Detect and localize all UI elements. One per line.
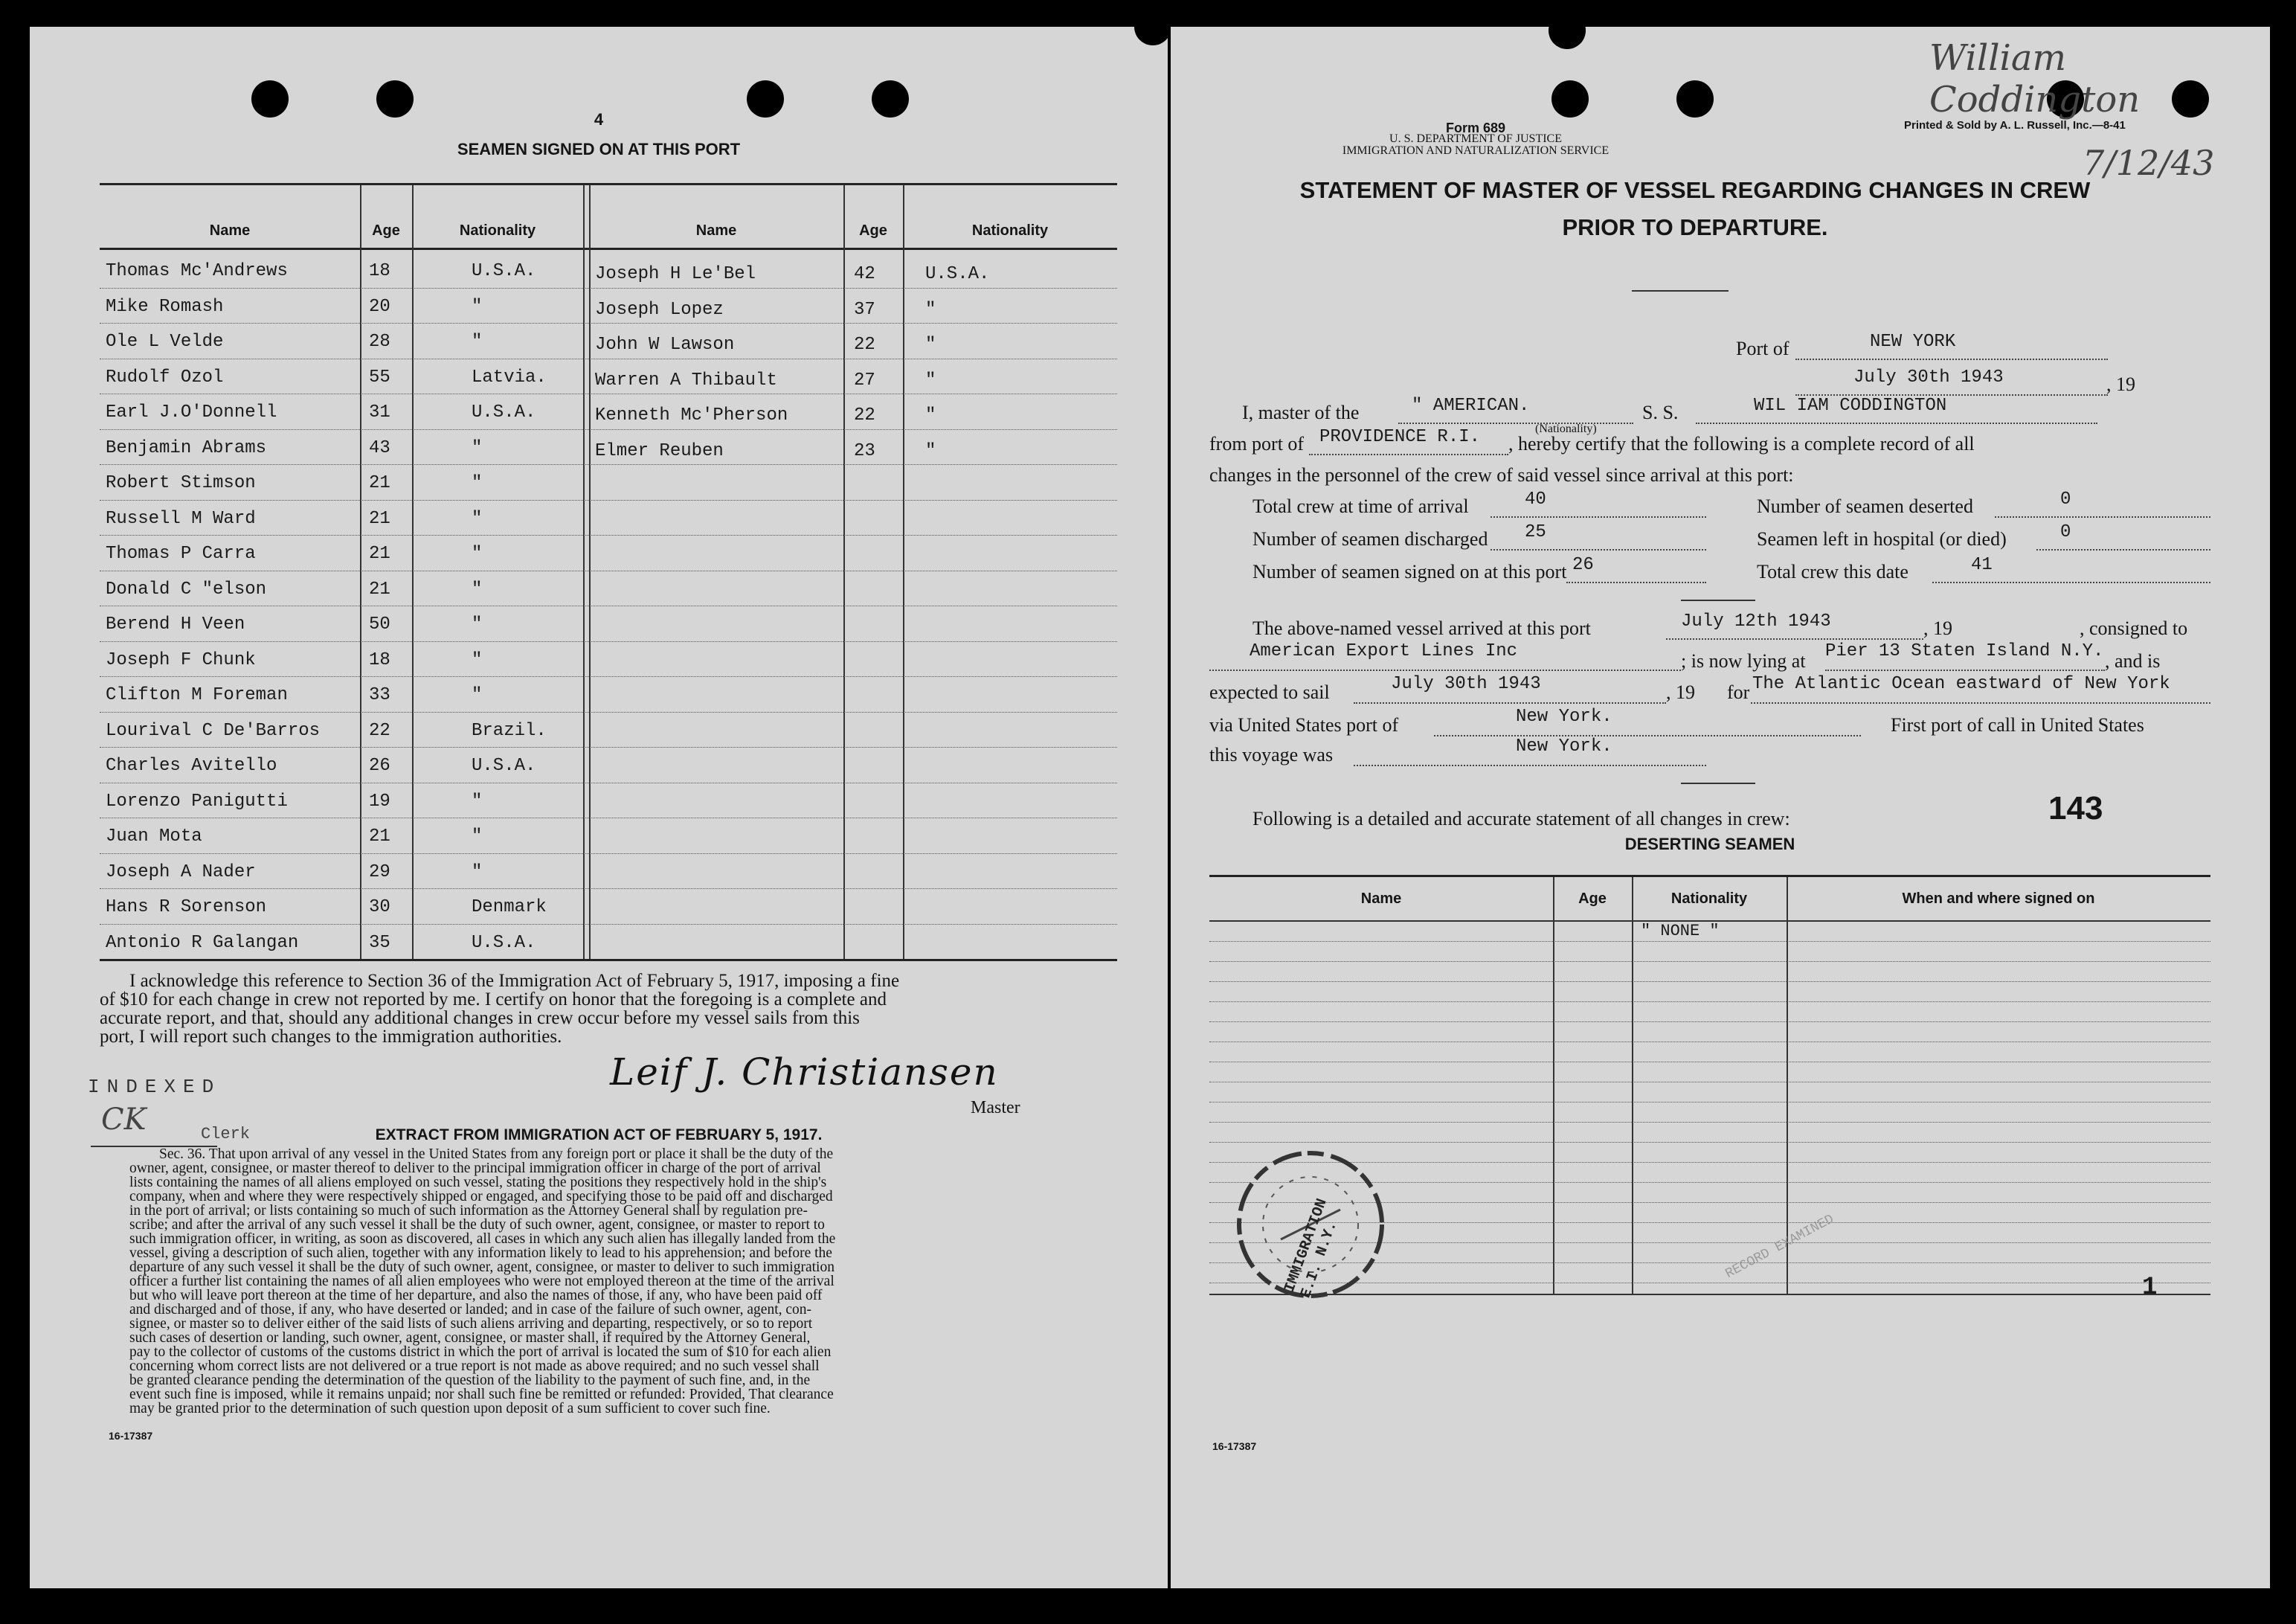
- punch-hole: [1549, 27, 1586, 49]
- crew-name: Juan Mota: [106, 827, 202, 847]
- title-rule: [1632, 290, 1729, 292]
- first-port-label: First port of call in United States: [1891, 714, 2144, 736]
- crew-nationality: ": [472, 544, 483, 564]
- ack-line: I acknowledge this reference to Section 36 of the Immigration Act of February 5, 1917, imposing a fine: [129, 971, 900, 991]
- row-rule: [1209, 941, 2210, 942]
- master-signature: Leif J. Christiansen: [610, 1050, 999, 1094]
- year-suffix: , 19: [2106, 373, 2135, 395]
- date-value: July 30th 1943: [1853, 368, 2004, 388]
- crew-age: 35: [369, 932, 390, 953]
- row-rule: [100, 464, 1117, 465]
- crew-nationality: ": [472, 437, 483, 458]
- crew-age: 37: [854, 299, 875, 320]
- extract-line: owner, agent, consignee, or master thereof to deliver to the principal immigration officer in charge of the port of arrival: [129, 1161, 821, 1176]
- total-crew-arrival-label: Total crew at time of arrival: [1252, 495, 1469, 517]
- row-rule: [1209, 961, 2210, 962]
- crew-name: Benjamin Abrams: [106, 437, 267, 458]
- from-port-label: from port of: [1209, 433, 1305, 455]
- crew-name: Hans R Sorenson: [106, 897, 267, 917]
- col-header-nationality: Nationality: [459, 222, 536, 239]
- ack-line: port, I will report such changes to the immigration authorities.: [100, 1027, 562, 1047]
- deserted-label: Number of seamen deserted: [1757, 495, 1973, 517]
- row-rule: [1209, 1001, 2210, 1002]
- row-rule: [100, 429, 1117, 430]
- crew-age: 29: [369, 861, 390, 882]
- total-crew-arrival: 40: [1525, 490, 1546, 510]
- row-rule: [100, 888, 1117, 889]
- crew-age: 21: [369, 544, 390, 564]
- punch-hole: [1551, 80, 1589, 118]
- total-crew-date: 41: [1971, 555, 1993, 575]
- crew-age: 28: [369, 332, 390, 352]
- form-title: STATEMENT OF MASTER OF VESSEL REGARDING CHANGES IN CREW: [1299, 177, 2091, 203]
- crew-name: Rudolf Ozol: [106, 367, 224, 388]
- extract-line: scribe; and after the arrival of any such vessel it shall be the duty of such owner, agent, consignee, or master to report to: [129, 1217, 825, 1233]
- clerk-label: Clerk: [201, 1125, 251, 1143]
- deserted-field: [1995, 494, 2210, 518]
- footer-code: 16-17387: [109, 1430, 153, 1442]
- crew-nationality: U.S.A.: [472, 932, 536, 953]
- via-field: [1434, 711, 1861, 736]
- crew-name: Joseph A Nader: [106, 861, 256, 882]
- crew-age: 31: [369, 402, 390, 423]
- row-rule: [100, 712, 1117, 713]
- following-text: Following is a detailed and accurate statement of all changes in crew:: [1252, 808, 1790, 829]
- form-title-line2: PRIOR TO DEPARTURE.: [1562, 214, 1828, 240]
- row-rule: [1209, 1122, 2210, 1123]
- crew-name: Thomas P Carra: [106, 544, 256, 564]
- master-label: Master: [971, 1098, 1020, 1117]
- port-label: Port of: [1736, 338, 1789, 359]
- crew-name: Donald C "elson: [106, 579, 267, 600]
- punch-hole: [1134, 27, 1168, 45]
- crew-name: Joseph F Chunk: [106, 649, 256, 670]
- from-port-value: PROVIDENCE R.I.: [1319, 427, 1481, 447]
- crew-age: 23: [854, 440, 875, 461]
- handwritten-name: William Coddington: [1929, 37, 2141, 121]
- crew-age: 55: [369, 367, 390, 388]
- voyage-rule: [1681, 783, 1755, 784]
- indexed-stamp: INDEXED: [88, 1076, 222, 1098]
- destination-value: The Atlantic Ocean eastward of New York: [1752, 674, 2170, 694]
- mark-one: 1: [2142, 1274, 2158, 1302]
- crew-nationality: ": [472, 332, 483, 352]
- extract-line: officer a further list containing the names of all alien employees who were not employed thereon at the time of the arrival: [129, 1274, 835, 1289]
- crew-nationality: ": [472, 861, 483, 882]
- crew-age: 19: [369, 791, 390, 812]
- via-value: New York.: [1516, 707, 1612, 727]
- crew-nationality: ": [472, 791, 483, 812]
- row-rule: [1209, 1021, 2210, 1022]
- crew-nationality: ": [472, 614, 483, 635]
- extract-line: signee, or master so to deliver either of the said lists of such aliens arriving and departing, respectively, or so to report: [129, 1316, 813, 1332]
- handwritten-date: 7/12/43: [2083, 143, 2215, 183]
- crew-nationality: U.S.A.: [472, 261, 536, 281]
- crew-nationality: U.S.A.: [472, 402, 536, 423]
- page-mark: 143: [2048, 790, 2103, 827]
- crew-nationality: Latvia.: [472, 367, 547, 388]
- crew-nationality: ": [472, 296, 483, 317]
- col-header-nationality: Nationality: [971, 222, 1049, 239]
- crew-age: 22: [854, 335, 875, 355]
- via-label: via United States port of: [1209, 714, 1399, 736]
- crew-name: Thomas Mc'Andrews: [106, 261, 288, 281]
- crew-nationality: ": [472, 508, 483, 529]
- extract-line: such cases of desertion or landing, such owner, agent, consignee, or master shall, if required by the Attorney General,: [129, 1330, 811, 1346]
- nationality-value: " AMERICAN.: [1412, 396, 1530, 416]
- crew-age: 20: [369, 296, 390, 317]
- consignee-value: American Export Lines Inc: [1250, 641, 1518, 661]
- extract-line: lists containing the names of all aliens employed on such vessel, stating the positions they respectively hold in the ship's: [129, 1175, 827, 1190]
- page-number: 4: [594, 110, 604, 129]
- right-page: [1171, 27, 2270, 1588]
- crew-name: John W Lawson: [595, 335, 735, 355]
- expected-label: expected to sail: [1209, 681, 1330, 703]
- ack-line: of $10 for each change in crew not reported by me. I certify on honor that the foregoing is a complete and: [100, 989, 887, 1010]
- crew-age: 27: [854, 370, 875, 391]
- punch-hole: [1676, 80, 1714, 118]
- crew-name: Joseph Lopez: [595, 299, 724, 320]
- crew-nationality: ": [472, 473, 483, 493]
- stats-rule: [1681, 600, 1755, 601]
- row-rule: [1209, 1102, 2210, 1103]
- crew-name: Ole L Velde: [106, 332, 224, 352]
- crew-nationality: ": [925, 335, 936, 355]
- port-value: NEW YORK: [1870, 332, 1956, 352]
- stamp-text: IMMIGRATION E.I. N.Y.: [1281, 1196, 1342, 1301]
- crew-age: 21: [369, 579, 390, 600]
- arrived-value: July 12th 1943: [1681, 612, 1831, 632]
- department: U. S. DEPARTMENT OF JUSTICE: [1389, 132, 1562, 145]
- crew-name: Elmer Reuben: [595, 440, 724, 461]
- crew-age: 21: [369, 508, 390, 529]
- crew-name: Charles Avitello: [106, 756, 277, 776]
- changes-text: changes in the personnel of the crew of said vessel since arrival at this port:: [1209, 464, 1794, 486]
- col-header-signed-on: When and where signed on: [1902, 890, 2095, 907]
- row-rule: [100, 500, 1117, 501]
- crew-age: 30: [369, 897, 390, 917]
- immigration-stamp: [1229, 1143, 1392, 1306]
- crew-age: 21: [369, 827, 390, 847]
- for-label: for: [1727, 681, 1750, 703]
- crew-age: 33: [369, 685, 390, 705]
- left-page: [30, 27, 1168, 1588]
- row-rule: [100, 288, 1117, 289]
- col-header-name: Name: [695, 222, 737, 239]
- crew-nationality: ": [925, 299, 936, 320]
- extract-line: vessel, giving a description of such alien, together with any information likely to lead to his apprehension; and before the: [129, 1245, 832, 1261]
- row-rule: [100, 747, 1117, 748]
- crew-name: Antonio R Galangan: [106, 932, 299, 953]
- crew-nationality: Brazil.: [472, 720, 547, 741]
- row-rule: [100, 535, 1117, 536]
- service: IMMIGRATION AND NATURALIZATION SERVICE: [1342, 144, 1610, 157]
- extract-body: [129, 1147, 1096, 1416]
- crew-name: Kenneth Mc'Pherson: [595, 405, 788, 426]
- col-header-name: Name: [209, 222, 251, 239]
- crew-age: 18: [369, 261, 390, 281]
- crew-age: 42: [854, 264, 875, 284]
- crew-nationality: U.S.A.: [925, 264, 990, 284]
- voyage-value: New York.: [1516, 736, 1612, 757]
- crew-name: Earl J.O'Donnell: [106, 402, 277, 423]
- crew-table: [100, 183, 1117, 961]
- crew-nationality: ": [472, 685, 483, 705]
- crew-nationality: ": [472, 827, 483, 847]
- crew-age: 22: [854, 405, 875, 426]
- expected-value: July 30th 1943: [1391, 674, 1541, 694]
- nationality-caption: (Nationality): [1535, 423, 1597, 435]
- col-header-age: Age: [1578, 890, 1607, 907]
- seamen-heading: SEAMEN SIGNED ON AT THIS PORT: [457, 140, 741, 158]
- col-header-age: Age: [372, 222, 400, 239]
- crew-nationality: ": [925, 370, 936, 391]
- footer-code: 16-17387: [1212, 1440, 1257, 1452]
- arrived-label: The above-named vessel arrived at this port: [1252, 617, 1591, 639]
- extract-line: pay to the collector of customs of the customs district in which the port of arrival is located the sum of $10 for each alien: [129, 1344, 832, 1360]
- crew-nationality: ": [925, 405, 936, 426]
- extract-line: in the port of arrival; or lists containing so much of such information as the Attorney General shall by regulation pre-: [129, 1203, 808, 1219]
- extract-line: and discharged and of those, if any, who have deserted or landed; and in case of the failure of such owner, agent, con-: [129, 1302, 812, 1318]
- deserted-count: 0: [2060, 490, 2071, 510]
- extract-line: departure of any such vessel it shall be the duty of such owner, agent, consignee, or master to deliver to such immigration: [129, 1259, 835, 1275]
- crew-name: Lourival C De'Barros: [106, 720, 321, 741]
- crew-name: Berend H Veen: [106, 614, 245, 635]
- vessel-name: WIL IAM CODDINGTON: [1754, 396, 1947, 416]
- expected-year: , 19: [1666, 681, 1695, 703]
- crew-name: Russell M Ward: [106, 508, 256, 529]
- crew-age: 18: [369, 649, 390, 670]
- crew-name: Joseph H Le'Bel: [595, 264, 756, 284]
- ss-label: S. S.: [1642, 402, 1679, 423]
- col-header-name: Name: [1360, 890, 1402, 907]
- discharged-field: [1491, 527, 1706, 551]
- crew-age: 22: [369, 720, 390, 741]
- lying-value: Pier 13 Staten Island N.Y.: [1825, 641, 2104, 661]
- signed-on-count: 26: [1572, 555, 1594, 575]
- none-entry: " NONE ": [1641, 922, 1720, 940]
- extract-title: EXTRACT FROM IMMIGRATION ACT OF FEBRUARY 5, 1917.: [375, 1126, 823, 1143]
- extract-line: be granted clearance pending the determination of the question of the liability to the payment of such fine, and, in the: [129, 1373, 811, 1388]
- hospital-count: 0: [2060, 522, 2071, 542]
- master-of-label: I, master of the: [1242, 402, 1360, 423]
- acknowledgement: [100, 972, 1117, 1046]
- col-header-nationality: Nationality: [1670, 890, 1748, 907]
- arrived-year: , 19: [1923, 617, 1952, 639]
- form-number: Form 689: [1445, 121, 1506, 135]
- hospital-label: Seamen left in hospital (or died): [1757, 528, 2007, 550]
- extract-line: such immigration officer, in writing, as soon as discovered, all cases in which any such alien has illegally landed from the: [129, 1231, 836, 1247]
- crew-nationality: ": [472, 649, 483, 670]
- crew-name: Mike Romash: [106, 296, 224, 317]
- crew-age: 43: [369, 437, 390, 458]
- row-rule: [1209, 981, 2210, 982]
- row-rule: [100, 853, 1117, 854]
- col-header-age: Age: [859, 222, 887, 239]
- header-rule: [100, 248, 1117, 250]
- crew-name: Lorenzo Panigutti: [106, 791, 288, 812]
- signed-on-label: Number of seamen signed on at this port: [1252, 561, 1567, 582]
- deserting-heading: DESERTING SEAMEN: [1624, 835, 1795, 853]
- consigned-label: , consigned to: [2080, 617, 2188, 639]
- extract-line: company, when and where they were respectively shipped or engaged, and specifying those to be paid off and discharged: [129, 1189, 833, 1204]
- row-rule: [100, 323, 1117, 324]
- total-crew-arrival-field: [1491, 494, 1706, 518]
- crew-name: Warren A Thibault: [595, 370, 777, 391]
- extract-line: event such fine is imposed, while it remains unpaid; nor shall such fine be remitted or refunded: Provided, That clearance: [129, 1387, 834, 1402]
- row-rule: [100, 924, 1117, 925]
- extract-line: Sec. 36. That upon arrival of any vessel in the United States from any foreign port or place it shall be the duty of the: [159, 1146, 834, 1162]
- and-is: , and is: [2105, 650, 2161, 672]
- lying-label: ; is now lying at: [1681, 650, 1806, 672]
- crew-age: 26: [369, 756, 390, 776]
- extract-line: concerning whom correct lists are not delivered or a true report is not made as above required; and no such vessel shall: [129, 1358, 820, 1374]
- crew-nationality: ": [472, 579, 483, 600]
- discharged-count: 25: [1525, 522, 1546, 542]
- total-crew-date-label: Total crew this date: [1757, 561, 1908, 582]
- crew-age: 21: [369, 473, 390, 493]
- crew-nationality: U.S.A.: [472, 756, 536, 776]
- ack-line: accurate report, and that, should any additional changes in crew occur before my vessel sails from this: [100, 1008, 860, 1028]
- row-rule: [100, 641, 1117, 642]
- voyage-label: this voyage was: [1209, 744, 1334, 766]
- crew-name: Robert Stimson: [106, 473, 256, 493]
- crew-nationality: Denmark: [472, 897, 547, 917]
- discharged-label: Number of seamen discharged: [1252, 528, 1488, 550]
- clerk-initials: CK: [101, 1103, 147, 1137]
- faint-stamp: RECORD EXAMINED: [1723, 1212, 1837, 1282]
- row-rule: [100, 676, 1117, 677]
- crew-age: 50: [369, 614, 390, 635]
- printer-note: Printed & Sold by A. L. Russell, Inc.—8-41: [1904, 119, 2126, 132]
- crew-name: Clifton M Foreman: [106, 685, 288, 705]
- crew-nationality: ": [925, 440, 936, 461]
- extract-line: may be granted prior to the determination of such question upon deposit of a sum sufficient to cover such fine.: [129, 1401, 771, 1416]
- certify-text: , hereby certify that the following is a complete record of all: [1508, 433, 1975, 455]
- extract-line: but who will leave port thereon at the time of her departure, and also the names of those, if any, who have been paid off: [129, 1288, 823, 1303]
